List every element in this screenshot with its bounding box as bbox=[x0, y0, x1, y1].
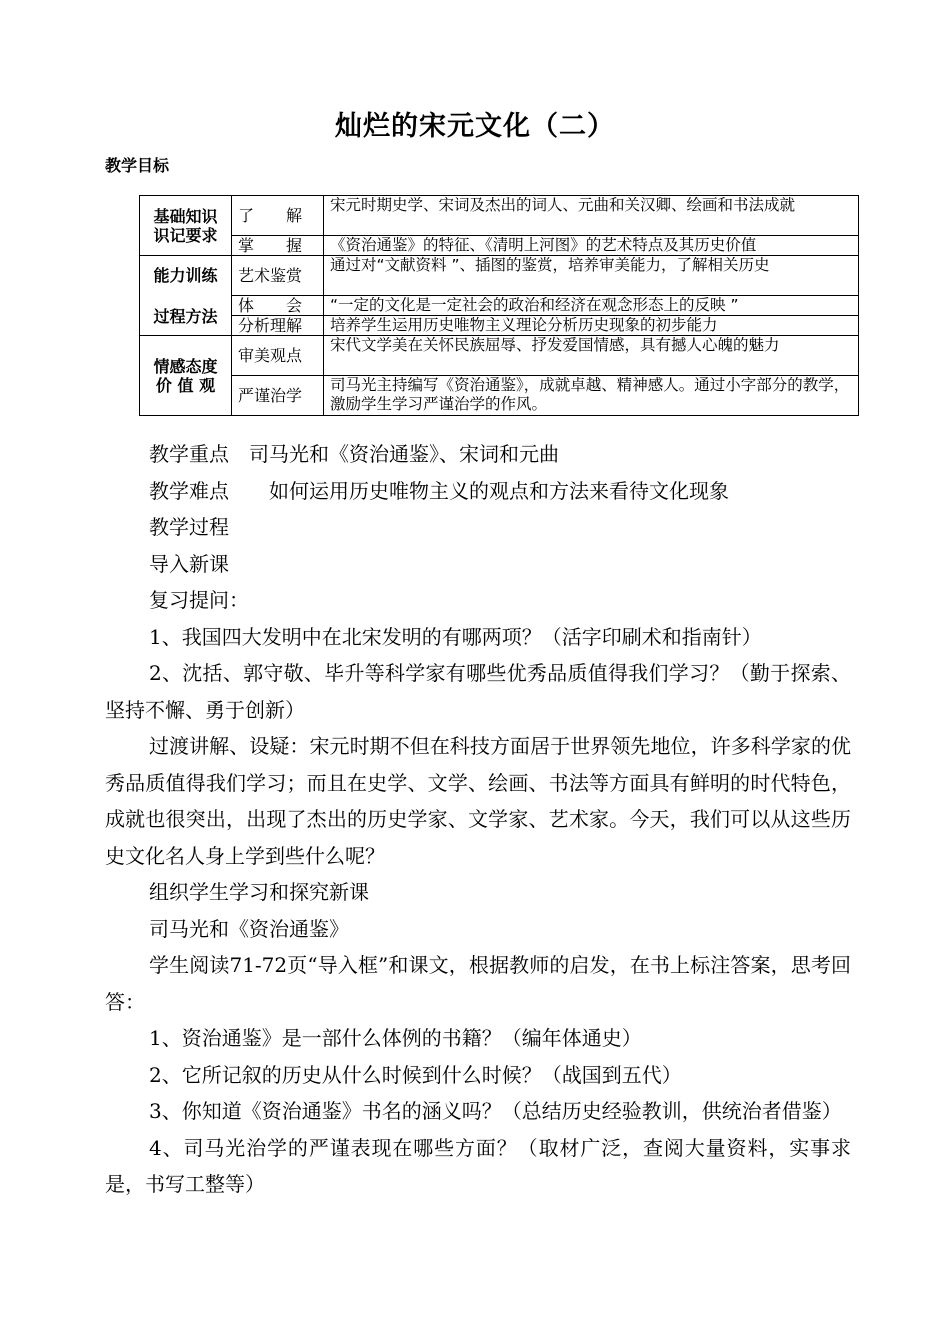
sub-category: 分析理解 bbox=[232, 316, 324, 336]
goal-description: 《资治通鉴》的特征、《清明上河图》的艺术特点及其历史价值 bbox=[324, 236, 859, 256]
paragraph-intro-heading: 导入新课 bbox=[149, 551, 229, 576]
paragraph-transition: 过渡讲解、设疑：宋元时期不但在科技方面居于世界领先地位，许多科学家的优秀品质值得我们学习；而且在史学、文学、绘画、书法等方面具有鲜明的时代特色，成就也很突出，出现了杰出的历史学家、文学家、艺术家。今天，我们可以从这些历史文化名人身上学到些什么呢？ bbox=[105, 734, 851, 868]
paragraph-new-lesson-heading: 组织学生学习和探究新课 bbox=[149, 880, 369, 904]
table-row bbox=[140, 256, 859, 296]
paragraph-process-heading: 教学过程 bbox=[149, 515, 229, 539]
goal-description: 通过对“文献资料 ”、插图的鉴赏，培养审美能力，了解相关历史 bbox=[324, 256, 859, 296]
sub-category: 严谨治学 bbox=[232, 376, 324, 416]
sub-category: 了 解 bbox=[232, 196, 324, 236]
paragraph-reading-task: 学生阅读71-72页“导入框”和课文，根据教师的启发，在书上标注答案，思考回答： bbox=[105, 953, 851, 1014]
table-row bbox=[140, 236, 859, 256]
paragraph-topic-heading: 司马光和《资治通鉴》 bbox=[149, 916, 349, 941]
paragraph-key-points: 教学重点 司马光和《资治通鉴》、宋词和元曲 bbox=[149, 442, 559, 466]
lesson-body bbox=[105, 436, 851, 1203]
paragraph-question: 3、你知道《资治通鉴》书名的涵义吗？（总结历史经验教训，供统治者借鉴） bbox=[149, 1099, 842, 1123]
paragraph-question: 1、我国四大发明中在北宋发明的有哪两项？（活字印刷术和指南针） bbox=[149, 624, 762, 649]
teaching-goals-table bbox=[139, 195, 859, 416]
sub-category: 艺术鉴赏 bbox=[232, 256, 324, 296]
table-row bbox=[140, 196, 859, 236]
table-row bbox=[140, 376, 859, 416]
sub-category: 掌 握 bbox=[232, 236, 324, 256]
goal-description: 宋元时期史学、宋词及杰出的词人、元曲和关汉卿、绘画和书法成就 bbox=[324, 196, 859, 236]
table-row bbox=[140, 316, 859, 336]
document-title: 灿烂的宋元文化（二） bbox=[335, 111, 615, 142]
goal-description: 培养学生运用历史唯物主义理论分析历史现象的初步能力 bbox=[324, 316, 859, 336]
table-row bbox=[140, 336, 859, 376]
paragraph-question: 1、资治通鉴》是一部什么体例的书籍？（编年体通史） bbox=[149, 1026, 642, 1050]
sub-category: 体 会 bbox=[232, 296, 324, 316]
category-ability-process: 能力训练 过程方法 bbox=[140, 256, 232, 336]
goal-description: 司马光主持编写《资治通鉴》，成就卓越、精神感人。通过小字部分的教学，激励学生学习严谨治学的作风。 bbox=[324, 376, 859, 416]
paragraph-question: 2、沈括、郭守敬、毕升等科学家有哪些优秀品质值得我们学习？（勤于探索、坚持不懈、勇于创新） bbox=[105, 661, 851, 722]
paragraph-question: 4、司马光治学的严谨表现在哪些方面？（取材广泛，查阅大量资料，实事求是，书写工整等） bbox=[105, 1135, 851, 1196]
paragraph-review-heading: 复习提问： bbox=[149, 588, 249, 612]
paragraph-difficulties: 教学难点 如何运用历史唯物主义的观点和方法来看待文化现象 bbox=[149, 478, 729, 503]
goal-description: “一定的文化是一定社会的政治和经济在观念形态上的反映 ” bbox=[324, 296, 859, 316]
table-row bbox=[140, 296, 859, 316]
category-emotion: 情感态度 价 值 观 bbox=[140, 336, 232, 416]
section-heading: 教学目标 bbox=[105, 156, 170, 175]
paragraph-question: 2、它所记叙的历史从什么时候到什么时候？（战国到五代） bbox=[149, 1062, 682, 1087]
category-knowledge: 基础知识 识记要求 bbox=[140, 196, 232, 256]
sub-category: 审美观点 bbox=[232, 336, 324, 376]
goal-description: 宋代文学美在关怀民族屈辱、抒发爱国情感，具有撼人心魄的魅力 bbox=[324, 336, 859, 376]
